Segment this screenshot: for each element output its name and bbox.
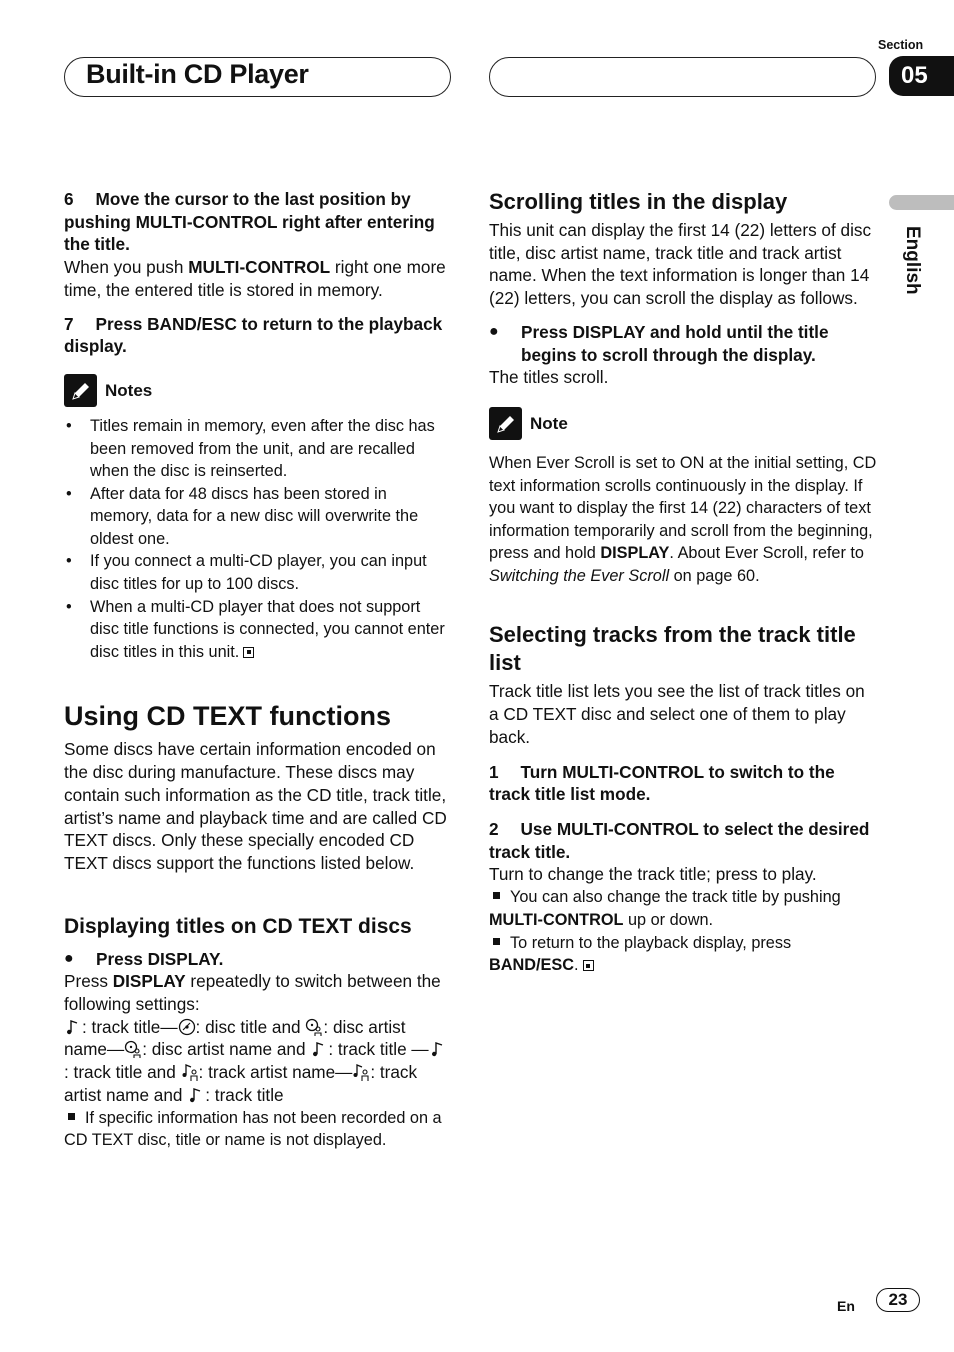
track-title-icon (64, 1018, 82, 1036)
press-hold-step: ● Press DISPLAY and hold until the title begins to scroll through the display. (489, 321, 829, 365)
step-1-heading: 1 Turn MULTI-CONTROL to switch to the track title list mode. (489, 761, 835, 805)
disc-artist-icon (124, 1040, 142, 1058)
track-title-icon (187, 1086, 205, 1104)
cdtext-heading: Using CD TEXT functions (64, 701, 391, 732)
track-title-icon (310, 1040, 328, 1058)
note-header (489, 407, 877, 441)
display-settings-sequence: : track title— : disc title and : disc artist name— : disc artist name and : track title —: track title and : track artist name— : track artist name and : track title (64, 1016, 450, 1107)
list-item: • Titles remain in memory, even after the disc has been removed from the unit, and are recalled when the disc is reinserted. (64, 415, 450, 483)
list-item: • After data for 48 discs has been stored in memory, data for a new disc will overwrite the oldest one. (64, 483, 450, 551)
tip-return-playback: To return to the playback display, press BAND/ESC. (489, 933, 792, 975)
pencil-icon (64, 374, 97, 407)
square-bullet-icon (493, 892, 500, 899)
bullet-icon: ● (64, 949, 74, 967)
note-body: When Ever Scroll is set to ON at the initial setting, CD text information scrolls continuously in the display. If you want to display the first 14 (22) characters of text information temporarily and scroll from the beginning, press and hold DISPLAY. About Ever Scroll, refer to Switching the Ever Scroll on page 60. (489, 453, 877, 585)
list-item: • When a multi-CD player that does not support disc title functions is connected, you cannot enter disc titles in this unit. (64, 596, 450, 664)
end-mark-icon (583, 960, 594, 971)
disc-title-icon (178, 1018, 196, 1036)
step-7-heading: 7 Press BAND/ESC to return to the playback display. (64, 313, 443, 357)
page-title: Built-in CD Player (86, 59, 309, 89)
section-number-tab: 05 (889, 56, 954, 96)
scrolling-heading: Scrolling titles in the display (489, 189, 788, 214)
not-recorded-note: If specific information has not been recorded on a CD TEXT disc, title or name is not displayed. (64, 1108, 442, 1150)
notes-list (64, 415, 450, 664)
language-tab-label: English (902, 226, 923, 295)
left-column (64, 188, 450, 1152)
track-title-icon (429, 1040, 447, 1058)
end-mark-icon (243, 647, 254, 658)
press-display-body: Press DISPLAY repeatedly to switch between the following settings: (64, 971, 441, 1015)
displaying-heading: Displaying titles on CD TEXT discs (64, 914, 412, 938)
track-artist-icon (181, 1063, 199, 1081)
square-bullet-icon (68, 1113, 75, 1120)
header-blank-frame (489, 57, 876, 97)
notes-title: Notes (105, 380, 153, 400)
bullet-icon: ● (489, 322, 499, 340)
section-label: Section (878, 38, 924, 52)
step-2-body: Turn to change the track title; press to play. (489, 864, 817, 885)
track-artist-icon (352, 1063, 370, 1081)
pencil-icon (489, 407, 522, 440)
titles-scroll-text: The titles scroll. (489, 367, 609, 388)
step-6-heading: 6 Move the cursor to the last position by pushing MULTI-CONTROL right after entering the title. (64, 189, 435, 255)
page-number: 23 (876, 1288, 920, 1312)
notes-header (64, 374, 450, 408)
right-column (489, 188, 877, 977)
press-display-step: ● Press DISPLAY. (64, 948, 224, 969)
note-title: Note (530, 413, 568, 433)
scrolling-body: This unit can display the first 14 (22) letters of disc title, disc artist name, track title and track artist name. When the text information is longer than 14 (22) letters, you can scroll the display as follows. (489, 220, 872, 309)
step-2-heading: 2 Use MULTI-CONTROL to select the desired track title. (489, 819, 870, 862)
square-bullet-icon (493, 938, 500, 945)
cdtext-body: Some discs have certain information encoded on the disc during manufacture. These discs may contain such information as the CD title, track title, artist’s name and playback time and are called CD TEXT discs. Only these specially encoded CD TEXT discs support the functions listed below. (64, 739, 447, 873)
selecting-heading: Selecting tracks from the track title list (489, 622, 856, 676)
footer-language: En (837, 1298, 855, 1314)
list-item: • If you connect a multi-CD player, you can input disc titles for up to 100 discs. (64, 550, 450, 595)
disc-artist-icon (305, 1018, 323, 1036)
selecting-body: Track title list lets you see the list of track titles on a CD TEXT disc and select one of them to play back. (489, 681, 865, 747)
tip-change-track: You can also change the track title by pushing MULTI-CONTROL up or down. (489, 888, 841, 929)
language-tab-bar (889, 195, 954, 210)
step-6-body: When you push MULTI-CONTROL right one more time, the entered title is stored in memory. (64, 257, 446, 300)
